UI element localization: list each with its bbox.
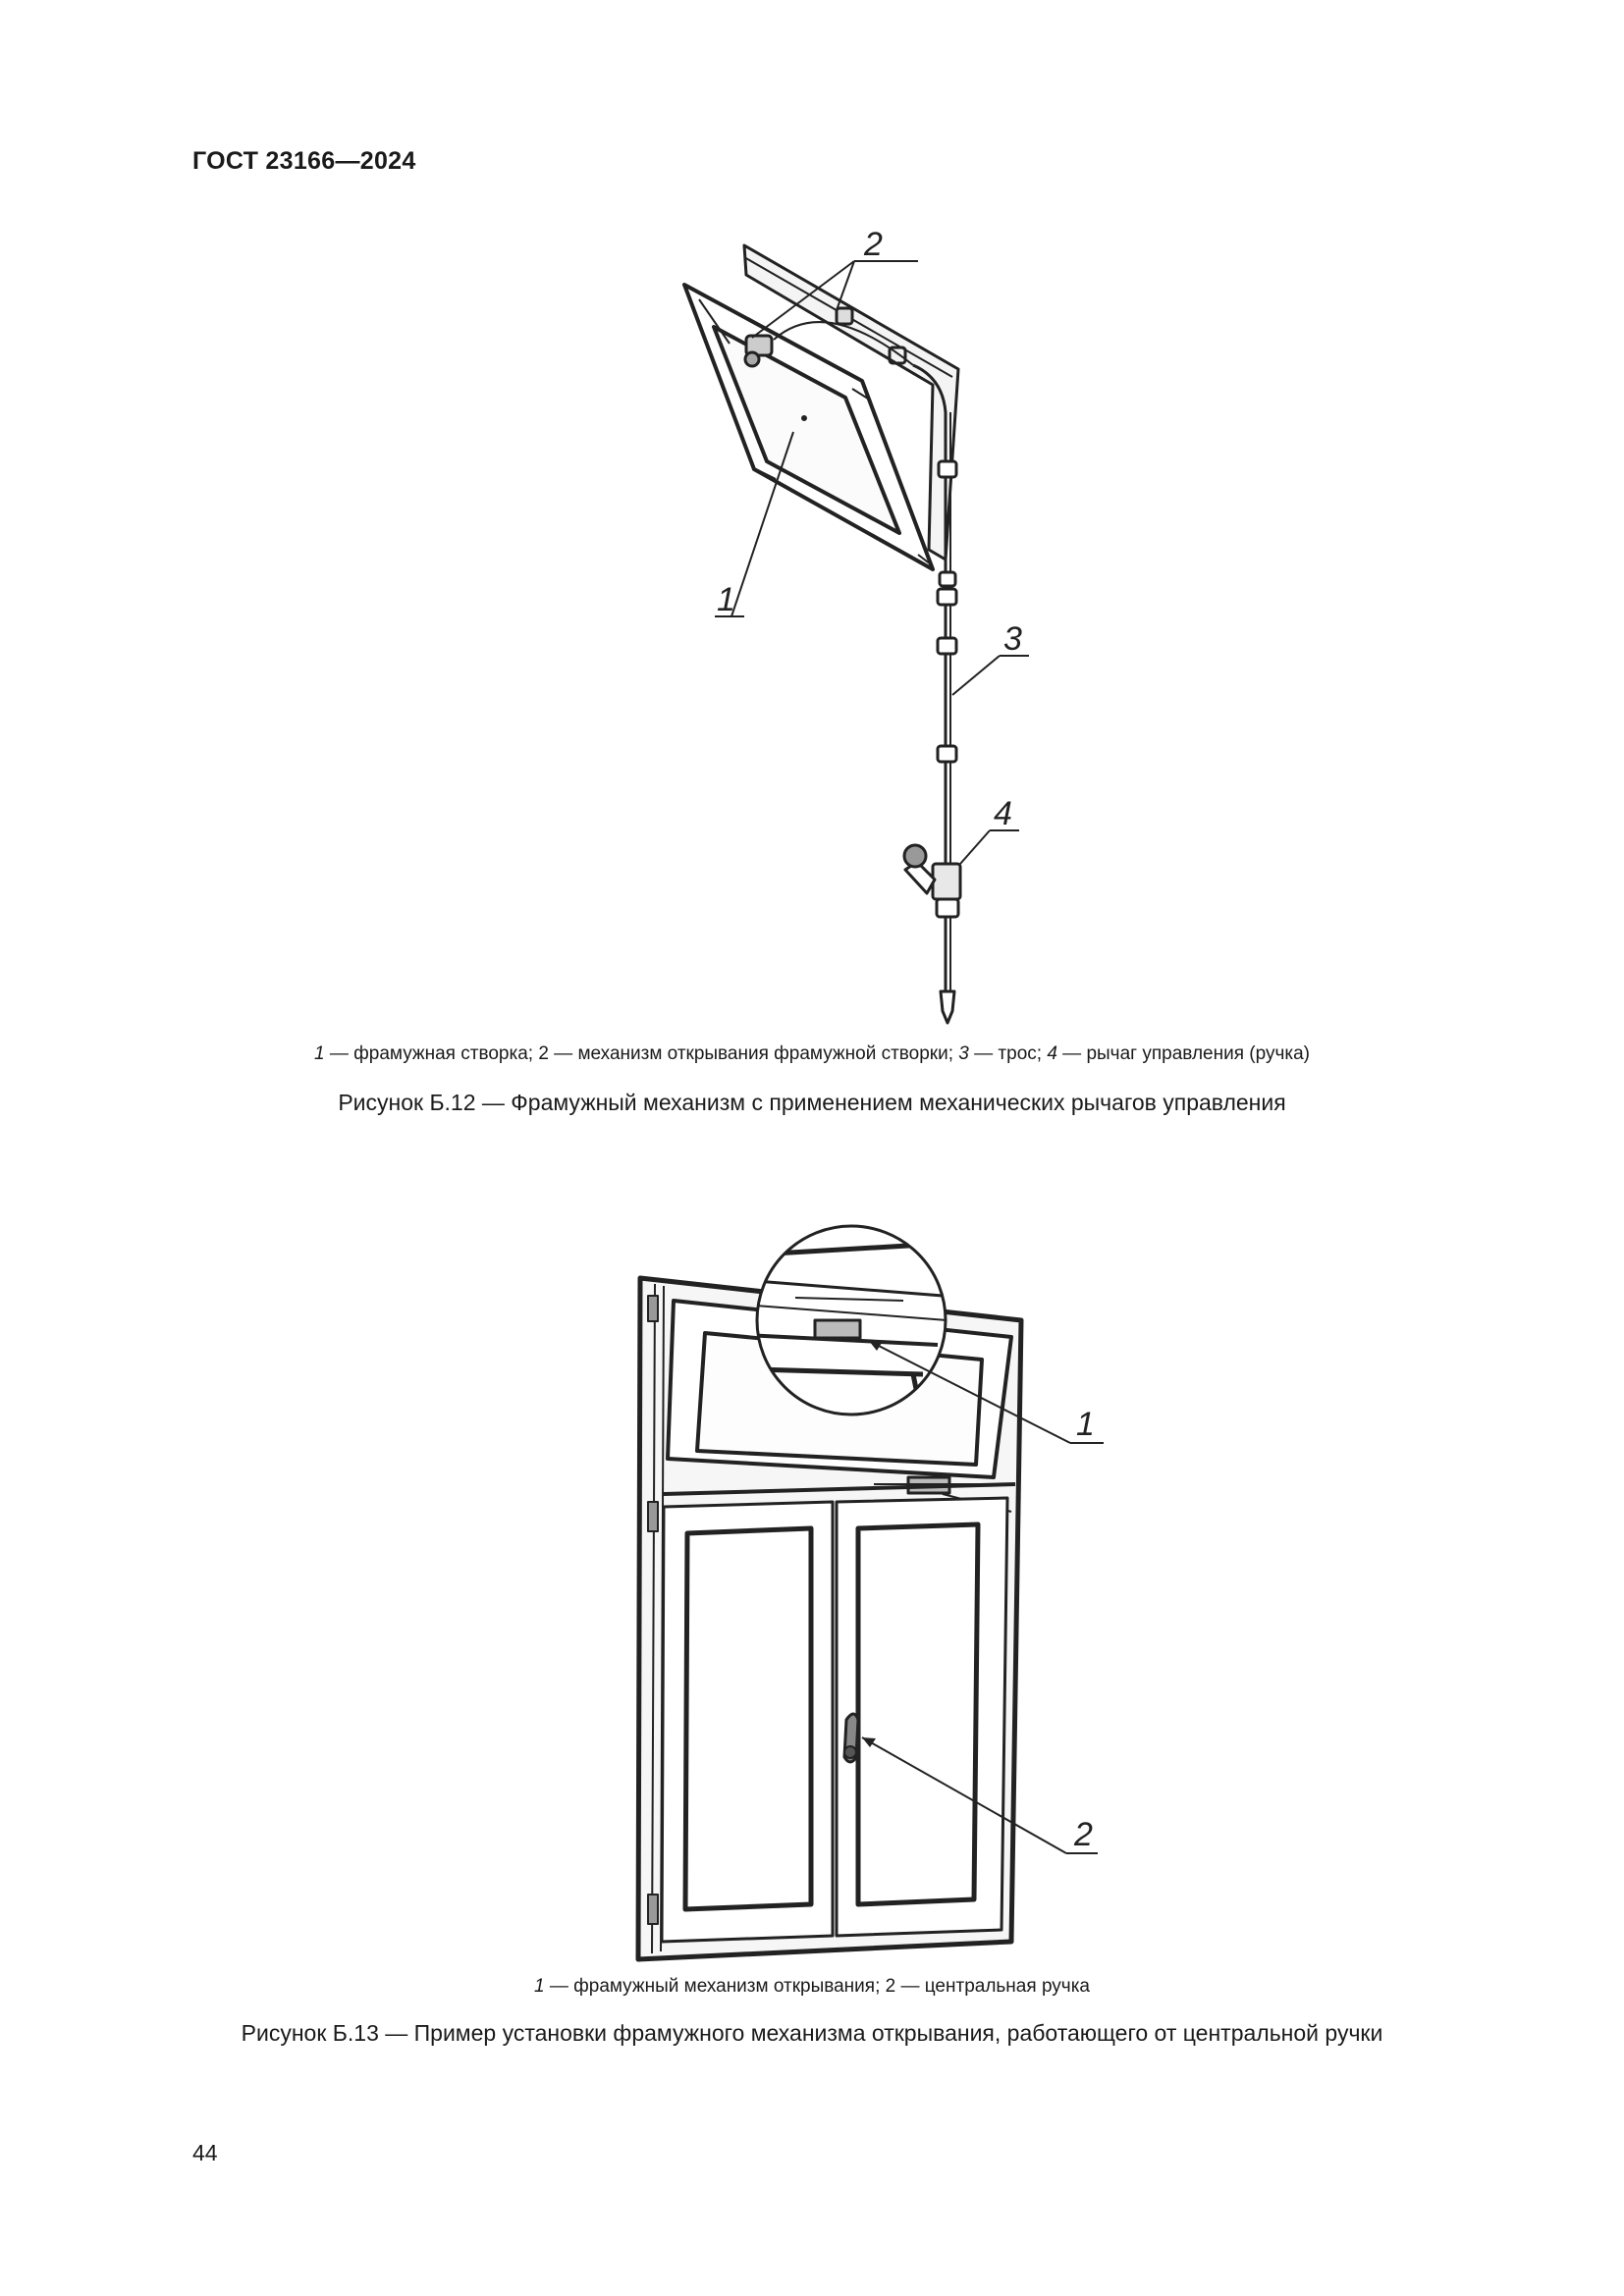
b12-label-4: 4 bbox=[994, 795, 1012, 832]
b13-label-1: 1 bbox=[1076, 1406, 1095, 1443]
document-code: ГОСТ 23166—2024 bbox=[192, 147, 416, 175]
b13-label-2: 2 bbox=[1074, 1816, 1093, 1853]
b12-label-1: 1 bbox=[717, 581, 735, 618]
figure-b12-legend: 1 — фрамужная створка; 2 — механизм открывания фрамужной створки; 3 — трос; 4 — рычаг управления (ручка) bbox=[314, 1043, 1310, 1064]
b12-label-2: 2 bbox=[864, 226, 883, 263]
page-number: 44 bbox=[192, 2140, 218, 2165]
figure-b12-caption: Рисунок Б.12 — Фрамужный механизм с применением механических рычагов управления bbox=[338, 1090, 1286, 1115]
figure-b13-legend: 1 — фрамужный механизм открывания; 2 — центральная ручка bbox=[533, 1976, 1090, 1997]
b13-right-casement bbox=[837, 1498, 1007, 1936]
b12-label-3: 3 bbox=[1003, 620, 1022, 658]
b13-central-handle bbox=[844, 1714, 858, 1762]
figure-b13-caption: Рисунок Б.13 — Пример установки фрамужного механизма открывания, работающего от центральной ручки bbox=[241, 2020, 1383, 2046]
